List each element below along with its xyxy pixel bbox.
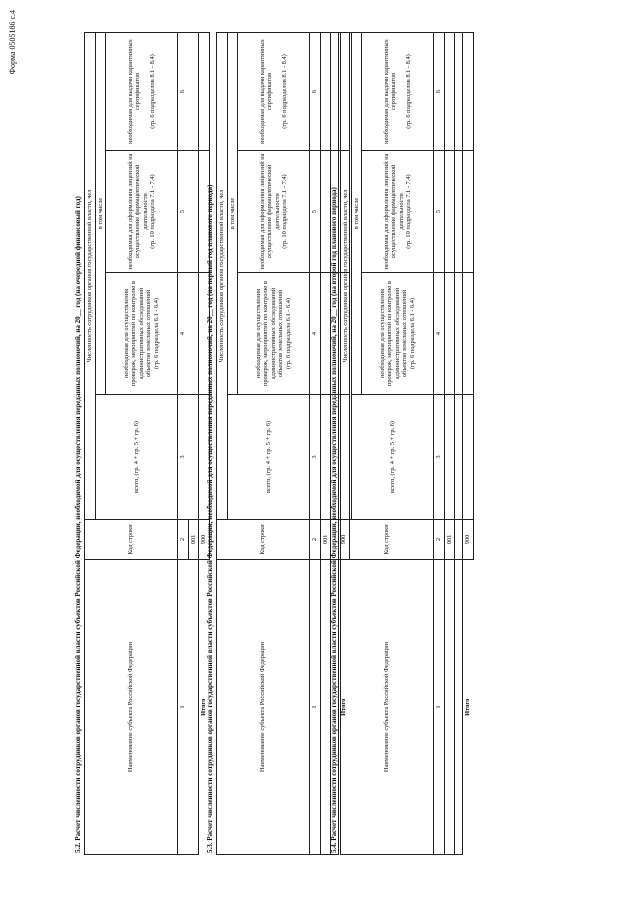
header-col6: необходимая для выдачи карантинных сертификатов (гр. 6 подразделов 8.1 - 8.4) — [238, 32, 310, 150]
col-number: 2 — [310, 520, 321, 560]
total-label: Итого — [464, 698, 472, 716]
col-number: 6 — [310, 32, 321, 150]
header-col6: необходимая для выдачи карантинных сертификатов (гр. 6 подразделов 8.1 - 8.4) — [362, 32, 434, 150]
header-including: в том числе — [227, 32, 238, 394]
section-title-5-2: 5.2. Расчет численности сотрудников органов государственной власти субъектов Российской Федерации, необходимой для осуществления переданных полномочий, на 20__ год (на очередной финансовый год) — [74, 196, 82, 853]
col-number: 6 — [178, 32, 189, 150]
section-title-5-3: 5.3. Расчет численности сотрудников органов государственной власти субъектов Российской Федерации, необходимой для осуществления переданных полномочий, на 20__ год (на первый год планового периода) — [206, 184, 214, 853]
header-row-code: Код строки — [217, 520, 310, 560]
header-row-code: Код строки — [85, 520, 178, 560]
col-number: 5 — [310, 151, 321, 273]
header-including: в том числе — [95, 32, 106, 394]
form-code: Форма 0505186 с.4 — [8, 10, 17, 75]
header-total: всего, (гр. 4 + гр. 5 + гр. 6) — [351, 395, 434, 520]
header-col5: необходимая для оформления лицензий на осуществление фармацевтической деятельности (гр. 10 подраздела 7.1 - 7.4) — [106, 151, 178, 273]
header-col5: необходимая для оформления лицензий на осуществление фармацевтической деятельности (гр. 10 подраздела 7.1 - 7.4) — [362, 151, 434, 273]
col-number: 2 — [434, 520, 445, 560]
total-code: 900 — [463, 520, 474, 560]
header-headcount: Численность сотрудников органов государственной власти, чел — [217, 32, 228, 519]
headcount-table-5-2 — [84, 32, 210, 855]
header-col4: необходимая для осуществления проверок, мероприятий по контролю в административных обследований объектов земельных отношений (гр. 6 подраздела 6.1 - 6.4) — [106, 273, 178, 395]
col-number: 4 — [178, 273, 189, 395]
row-code: 001 — [320, 520, 331, 560]
col-number: 5 — [434, 151, 445, 273]
header-subject-name: Наименование субъекта Российской Федерации — [341, 560, 434, 855]
total-code: 900 — [199, 520, 210, 560]
col-number: 3 — [310, 395, 321, 520]
header-including: в том числе — [351, 32, 362, 394]
header-headcount: Численность сотрудников органов государственной власти, чел — [341, 32, 352, 519]
col-number: 4 — [310, 273, 321, 395]
total-code: 900 — [339, 520, 350, 560]
col-number: 4 — [434, 273, 445, 395]
header-col4: необходимая для осуществления проверок, мероприятий по контролю в административных обследований объектов земельных отношений (гр. 6 подраздела 6.1 - 6.4) — [238, 273, 310, 395]
header-col6: необходимая для выдачи карантинных сертификатов (гр. 6 подразделов 8.1 - 8.4) — [106, 32, 178, 150]
header-subject-name: Наименование субъекта Российской Федерации — [85, 560, 178, 855]
header-total: всего, (гр. 4 + гр. 5 + гр. 6) — [95, 395, 178, 520]
section-title-5-4: 5.4. Расчет численности сотрудников органов государственной власти субъектов Российской Федерации, необходимой для осуществления переданных полномочий, на 20__ год (на второй год планового периода) — [330, 187, 338, 853]
header-col5: необходимая для оформления лицензий на осуществление фармацевтической деятельности (гр. 10 подраздела 7.1 - 7.4) — [238, 151, 310, 273]
row-code: 001 — [188, 520, 199, 560]
header-headcount: Численность сотрудников органов государственной власти, чел — [85, 32, 96, 519]
headcount-table-5-4 — [340, 32, 474, 855]
total-label: Итого — [340, 698, 348, 716]
total-label: Итого — [200, 698, 208, 716]
col-number: 1 — [178, 560, 189, 855]
col-number: 1 — [434, 560, 445, 855]
row-code: 001 — [444, 520, 455, 560]
col-number: 3 — [434, 395, 445, 520]
col-number: 5 — [178, 151, 189, 273]
header-total: всего, (гр. 4 + гр. 5 + гр. 6) — [227, 395, 310, 520]
col-number: 6 — [434, 32, 445, 150]
col-number: 1 — [310, 560, 321, 855]
header-col4: необходимая для осуществления проверок, мероприятий по контролю в административных обследований объектов земельных отношений (гр. 6 подраздела 6.1 - 6.4) — [362, 273, 434, 395]
col-number: 3 — [178, 395, 189, 520]
col-number: 2 — [178, 520, 189, 560]
header-subject-name: Наименование субъекта Российской Федерации — [217, 560, 310, 855]
header-row-code: Код строки — [341, 520, 434, 560]
